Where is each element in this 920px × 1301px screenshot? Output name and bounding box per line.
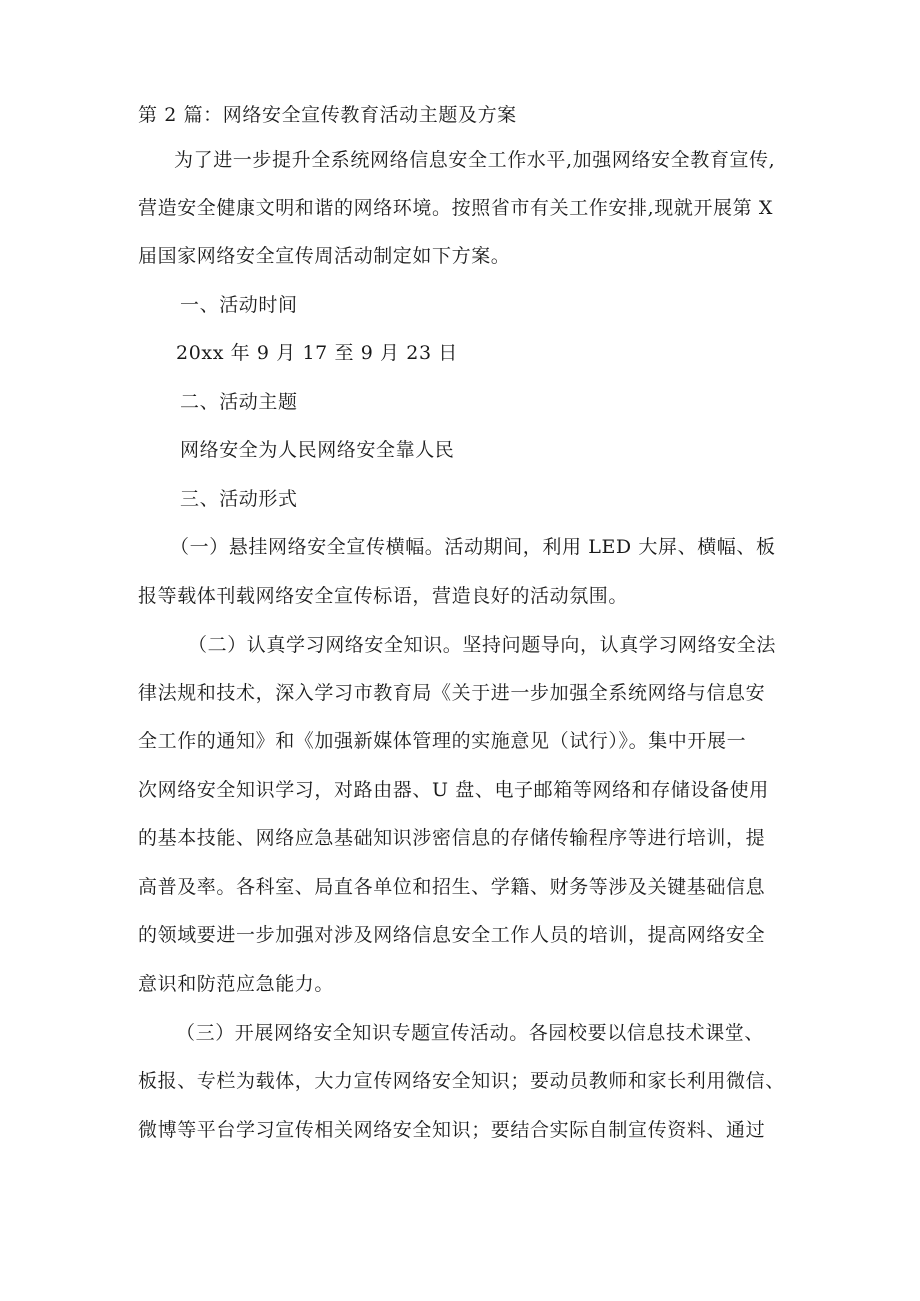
section-text-time: 20xx 年 9 月 17 至 9 月 23 日	[176, 342, 458, 364]
item2-line-1: （二）认真学习网络安全知识。坚持问题导向，认真学习网络安全法	[188, 634, 777, 656]
item1-line-2: 报等载体刊载网络安全宣传标语，营造良好的活动氛围。	[138, 585, 629, 607]
section-heading-time: 一、活动时间	[180, 294, 298, 316]
document-title: 第 2 篇：网络安全宣传教育活动主题及方案	[138, 104, 517, 126]
item2-line-6: 高普及率。各科室、局直各单位和招生、学籍、财务等涉及关键基础信息	[138, 876, 766, 898]
section-text-theme: 网络安全为人民网络安全靠人民	[180, 439, 455, 461]
section-heading-format: 三、活动形式	[180, 488, 298, 510]
item2-line-2: 律法规和技术，深入学习市教育局《关于进一步加强全系统网络与信息安	[138, 682, 766, 704]
item1-line-1: （一）悬挂网络安全宣传横幅。活动期间，利用 LED 大屏、横幅、板	[170, 536, 776, 558]
item3-line-2: 板报、专栏为载体，大力宣传网络安全知识；要动员教师和家长利用微信、	[138, 1070, 785, 1092]
item3-line-1: （三）开展网络安全知识专题宣传活动。各园校要以信息技术课堂、	[176, 1022, 765, 1044]
item2-line-4: 次网络安全知识学习，对路由器、U 盘、电子邮箱等网络和存储设备使用	[138, 779, 769, 801]
item2-line-7: 的领域要进一步加强对涉及网络信息安全工作人员的培训，提高网络安全	[138, 924, 766, 946]
intro-line-1: 为了进一步提升全系统网络信息安全工作水平,加强网络安全教育宣传,	[174, 149, 776, 171]
item2-line-5: 的基本技能、网络应急基础知识涉密信息的存储传输程序等进行培训，提	[138, 827, 766, 849]
intro-line-3: 届国家网络安全宣传周活动制定如下方案。	[138, 245, 511, 267]
item3-line-3: 微博等平台学习宣传相关网络安全知识；要结合实际自制宣传资料、通过	[138, 1119, 766, 1141]
intro-line-2: 营造安全健康文明和谐的网络环境。按照省市有关工作安排,现就开展第 X	[138, 197, 774, 219]
item2-line-8: 意识和防范应急能力。	[138, 973, 335, 995]
section-heading-theme: 二、活动主题	[180, 391, 298, 413]
item2-line-3: 全工作的通知》和《加强新媒体管理的实施意见（试行）》。集中开展一	[138, 730, 747, 752]
